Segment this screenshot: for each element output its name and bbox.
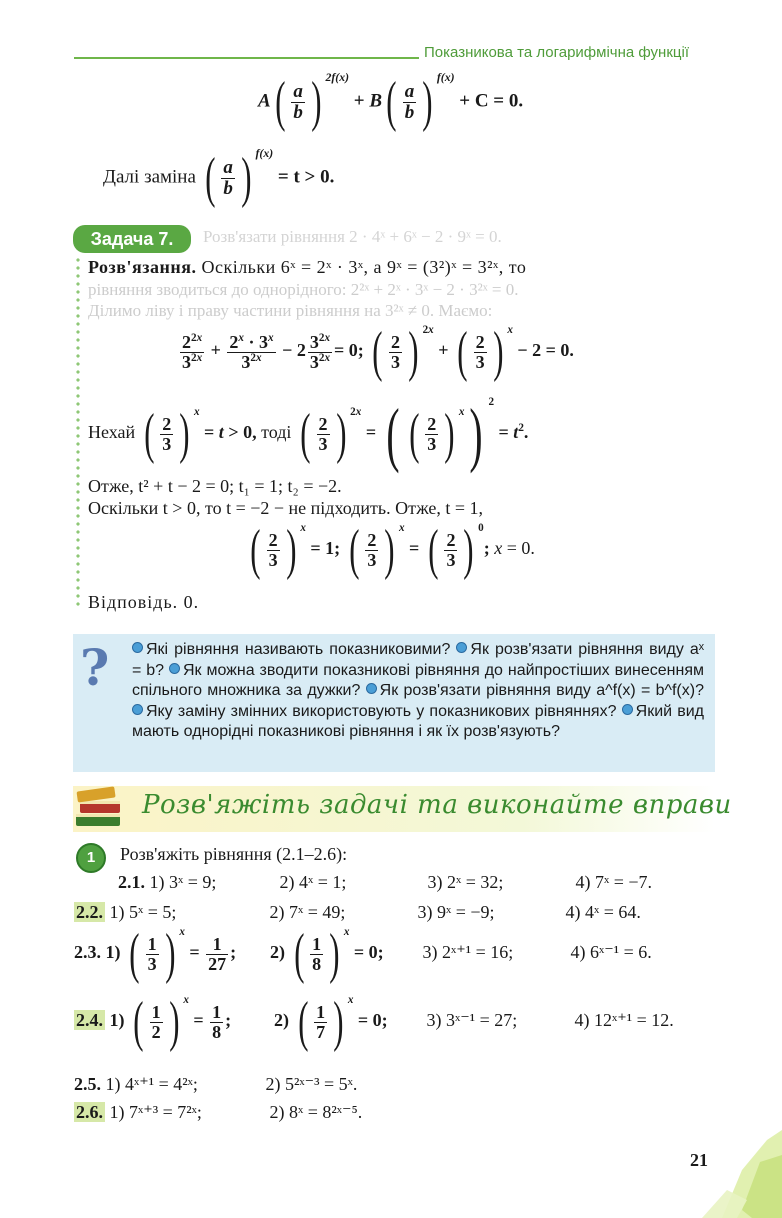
- task-badge: Задача 7.: [73, 225, 191, 253]
- exercises-intro: Розв'яжіть рівняння (2.1–2.6):: [120, 844, 348, 864]
- solution-line-1: Розв'язання. Оскільки 6ˣ = 2ˣ · 3ˣ, а 9ˣ = (3²)ˣ = 3²ˣ, то: [88, 257, 527, 277]
- bullet-icon: [132, 704, 143, 715]
- books-icon: [74, 784, 126, 830]
- exercise-2-3: 2.3. 1) ( $\frac{1}{3}$ ) $^x$ = $\frac{1}{27}$ ; 2) ( $\frac{1}{8}$ ) $^x$ = 0; 3) 2ˣ⁺¹ = 16; 4) 6ˣ⁻¹ = 6.: [74, 923, 652, 985]
- exercise-2-4: 2.4. 1) ( $\frac{1}{2}$ ) $^x$ = $\frac{1}{8}$ ; 2) ( $\frac{1}{7}$ ) $^x$ = 0; 3) 3ˣ⁻¹ = 27; 4) 12ˣ⁺¹ = 12.: [76, 991, 674, 1053]
- substitution-line: Далі заміна ( $\frac{a}{b}$ ) $^{f(x)}$ = t > 0.: [103, 147, 335, 209]
- quadratic-line: Отже, t² + t − 2 = 0; t₁ = 1; t₂ = −2.: [88, 476, 342, 496]
- bullet-icon: [622, 704, 633, 715]
- running-header: Показникова та логарифмічна функції: [424, 44, 689, 61]
- exercise-2-1: 2.1. 1) 3ˣ = 9; 2) 4ˣ = 1; 3) 2ˣ = 32; 4) 7ˣ = −7.: [118, 872, 652, 892]
- final-equation: ( $\frac{2}{3}$ ) $^x$ = 1; ( $\frac{2}{3}$ ) $^x$ = ( $\frac{2}{3}$ ) $^0$; x = 0.: [250, 519, 535, 581]
- bullet-icon: [169, 663, 180, 674]
- answer-line: Відповідь. 0.: [88, 592, 200, 612]
- margin-dots: [76, 256, 80, 606]
- divided-equation: $\frac{2^{2x}}{3^{2x}}$ + $\frac{2^x \cdot 3^x}{3^{2x}}$ − 2 $\frac{3^{2x}}{3^{2x}}$ = 0; ( $\frac{2}{3}$ ) $^{2x}$ + ( $\frac{2}{3}$ ) $^x$ − 2 = 0.: [182, 321, 574, 383]
- exercise-2-5: 2.5. 1) 4ˣ⁺¹ = 4²ˣ; 2) 5²ˣ⁻³ = 5ˣ.: [74, 1074, 358, 1094]
- header-rule: [74, 57, 419, 59]
- review-questions-text: Які рівняння називають показниковими? Як розв'язати рівняння виду aˣ = b? Як можна зводити показникові рівняння до найпростіших винесенням спільного множника за дужки? Як розв'язати рівняння виду a^f(x) = b^f(x)? Яку заміну змінних використовують у показникових рівняннях? Який вид мають однорідні показникові рівняння і як їх розв'язують?: [132, 641, 704, 740]
- solution-line-2: рівняння зводиться до однорідного: 2²ˣ + 2ˣ · 3ˣ − 2 · 3²ˣ = 0.: [88, 280, 519, 299]
- exercise-2-6: 2.6. 1) 7ˣ⁺³ = 7²ˣ; 2) 8ˣ = 8²ˣ⁻⁵.: [76, 1102, 363, 1122]
- root-check-line: Оскільки t > 0, то t = −2 − не підходить. Отже, t = 1,: [88, 498, 484, 518]
- question-mark-icon: ?: [80, 638, 110, 697]
- bullet-icon: [456, 642, 467, 653]
- homogeneous-form-equation: A( $\frac{a}{b}$ ) $^{2f(x)}$ + B( $\frac{a}{b}$ ) $^{f(x)}$ + C = 0.: [258, 71, 524, 133]
- let-substitution: Нехай ( $\frac{2}{3}$ ) $^x$ = t > 0, тоді ( $\frac{2}{3}$ ) $^{2x}$ = ( ( $\frac{2}{3}$ ) $^x$) $^2 = t^2$.: [88, 394, 529, 474]
- exercises-banner-title: Розв'яжіть задачі та виконайте вправи: [142, 790, 732, 820]
- task-statement: Розв'язати рівняння 2 · 4ˣ + 6ˣ − 2 · 9ˣ = 0.: [203, 227, 502, 246]
- leaf-decoration: [682, 1100, 782, 1218]
- exercise-2-2: 2.2. 1) 5ˣ = 5; 2) 7ˣ = 49; 3) 9ˣ = −9; 4) 4ˣ = 64.: [76, 902, 641, 922]
- level-1-icon: 1: [76, 843, 106, 873]
- solution-line-3: Ділимо ліву і праву частини рівняння на 3²ˣ ≠ 0. Маємо:: [88, 301, 493, 320]
- bullet-icon: [132, 642, 143, 653]
- page-number: 21: [690, 1150, 708, 1170]
- bullet-icon: [366, 683, 377, 694]
